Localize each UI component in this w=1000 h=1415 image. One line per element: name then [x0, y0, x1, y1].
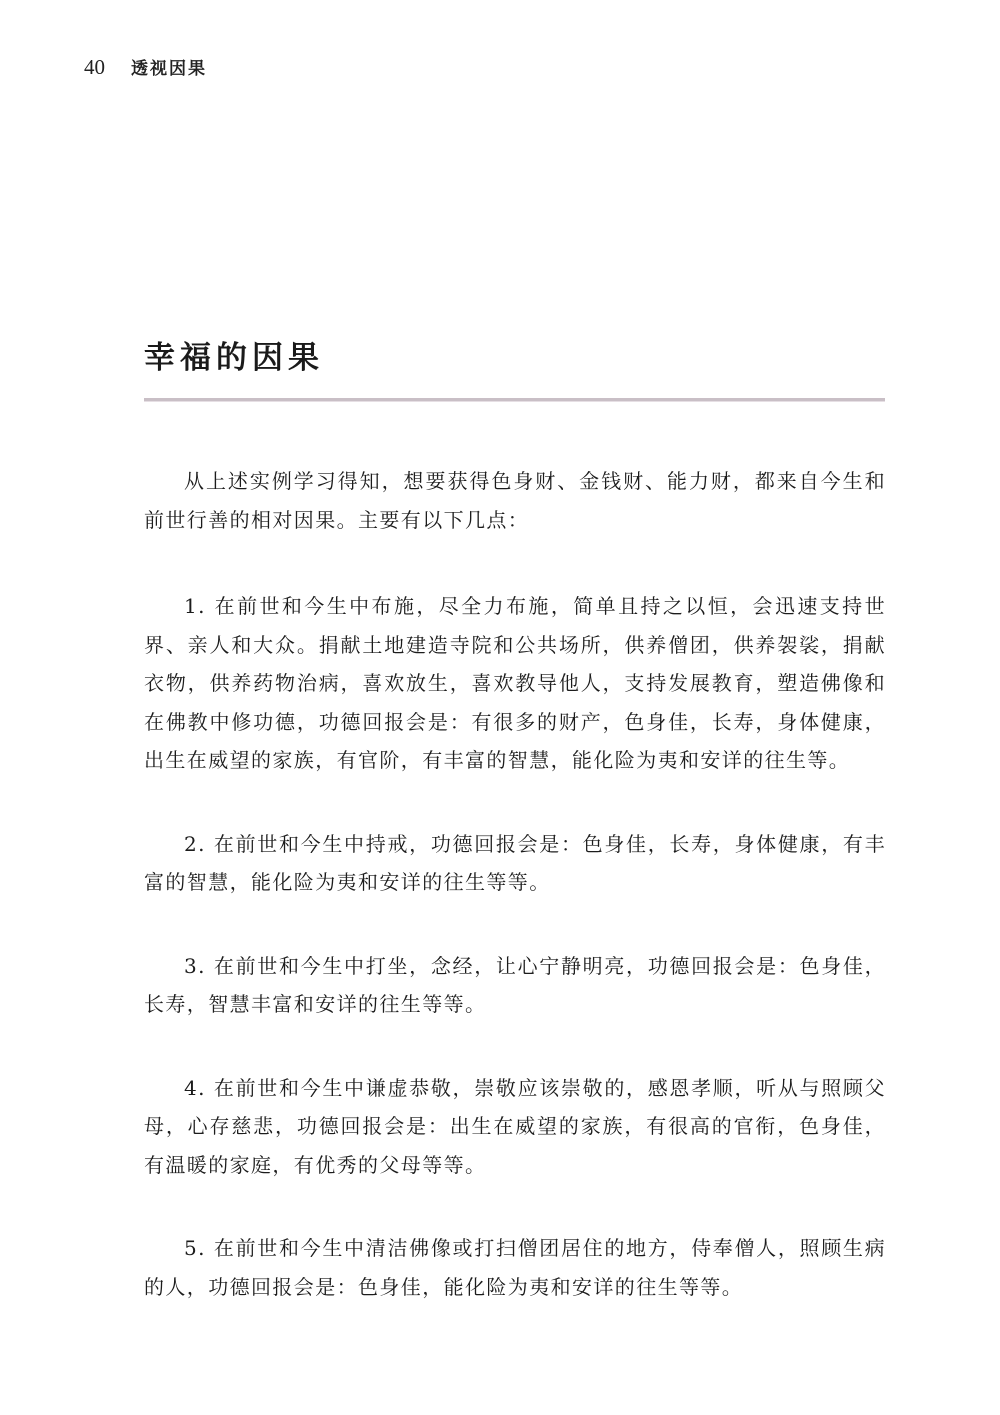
point-3-paragraph: 3. 在前世和今生中打坐，念经，让心宁静明亮，功德回报会是：色身佳，长寿，智慧丰富和安详的往生等等。 — [144, 953, 886, 1016]
body-text — [144, 462, 886, 1351]
section-title: 幸福的因果 — [144, 340, 324, 376]
page-number: 40 — [84, 55, 105, 79]
point-1-paragraph: 1. 在前世和今生中布施，尽全力布施，简单且持之以恒，会迅速支持世界、亲人和大众。捐献土地建造寺院和公共场所，供养僧团，供养袈裟，捐献衣物，供养药物治病，喜欢放生，喜欢教导他人，支持发展教育，塑造佛像和在佛教中修功德，功德回报会是：有很多的财产，色身佳，长寿，身体健康，出生在威望的家族，有官阶，有丰富的智慧，能化险为夷和安详的往生等。 — [144, 594, 886, 772]
intro-paragraph: 从上述实例学习得知，想要获得色身财、金钱财、能力财，都来自今生和前世行善的相对因果。主要有以下几点： — [144, 469, 886, 532]
point-2-paragraph: 2. 在前世和今生中持戒，功德回报会是：色身佳，长寿，身体健康，有丰富的智慧，能化险为夷和安详的往生等等。 — [144, 831, 886, 894]
book-title: 透视因果 — [131, 59, 207, 79]
title-divider — [144, 398, 885, 402]
running-header — [84, 54, 207, 84]
point-5-paragraph: 5. 在前世和今生中清洁佛像或打扫僧团居住的地方，侍奉僧人，照顾生病的人，功德回报会是：色身佳，能化险为夷和安详的往生等等。 — [144, 1236, 886, 1299]
point-4-paragraph: 4. 在前世和今生中谦虚恭敬，崇敬应该崇敬的，感恩孝顺，听从与照顾父母，心存慈悲，功德回报会是：出生在威望的家族，有很高的官衔，色身佳，有温暖的家庭，有优秀的父母等等。 — [144, 1075, 886, 1177]
